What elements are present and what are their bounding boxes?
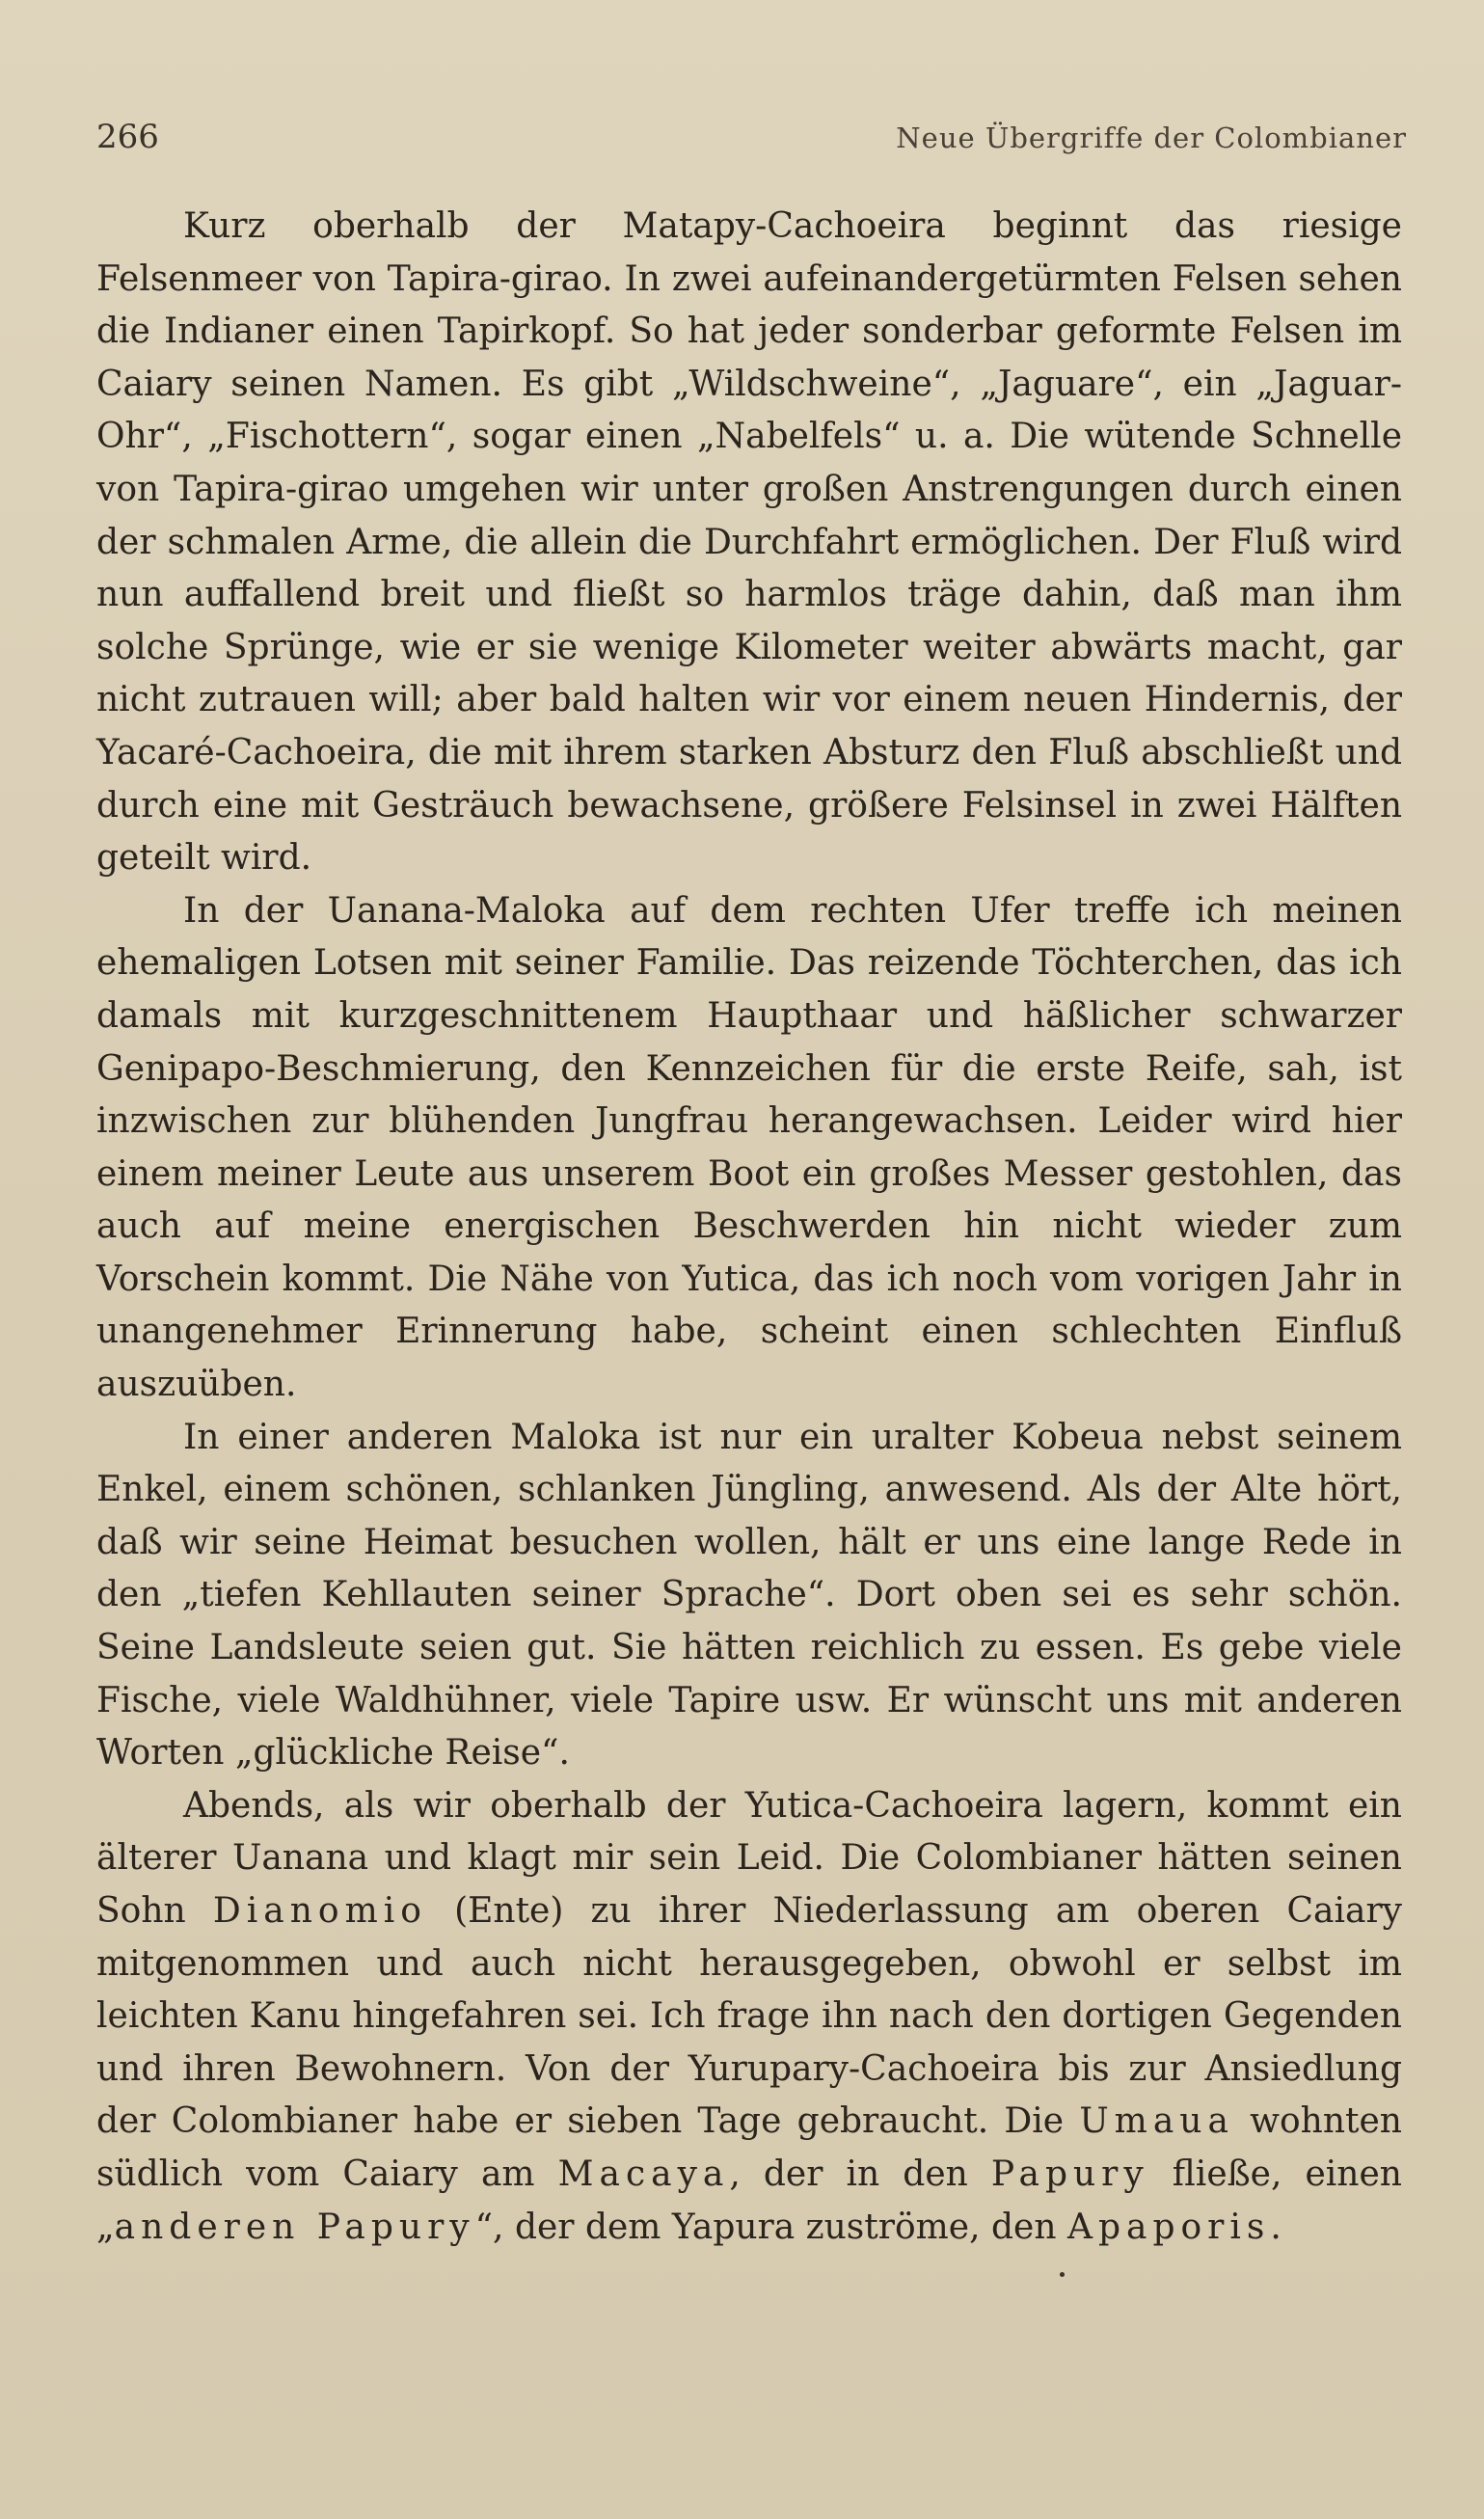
paragraph-4-text-3: wohnten südlich vom Caiary am [96,2101,1402,2194]
person-name-dianomio: Dianomio [212,1891,427,1931]
paragraph-4-text-4: , der in den [729,2153,991,2194]
paragraph-3: In einer anderen Maloka ist nur ein uralter Kobeua nebst seinem Enkel, einem schönen, schlanken Jüngling, anwesend. Als der Alte hört, daß wir seine Heimat besuchen wollen, hält er uns eine lange Rede in den „tiefen Kehllauten seiner Sprache“. Dort oben sei es sehr schön. Seine Landsleute seien gut. Sie hätten reichlich zu essen. Es gebe viele Fische, viele Waldhühner, viele Tapire usw. Er wünscht uns mit anderen Worten „glückliche Reise“. [96,1417,1402,1774]
river-name-macaya: Macaya [557,2153,730,2194]
paragraph-4-text-1: Abends, als wir oberhalb der Yutica-Cachoeira lagern, kommt ein älterer Uanana und klagt mir sein Leid. Die Colombianer hätten seinen Sohn [96,1785,1402,1931]
page-header [96,118,1407,166]
paragraph-4-text-7: . [1270,2207,1282,2247]
paragraph-4-text-6: “, der dem Yapura zuströme, den [474,2207,1067,2247]
body-text [96,201,1402,2254]
ink-speck [1060,2272,1065,2277]
river-name-apaporis: Apaporis [1066,2207,1271,2247]
river-name-papury: Papury [990,2153,1149,2194]
paragraph-4-text-5: fließe, einen „ [96,2153,1402,2247]
river-name-anderen-papury: anderen Papury [114,2207,475,2247]
tribe-name-umaua: Umaua [1079,2101,1234,2142]
paragraph-1: Kurz oberhalb der Matapy-Cachoeira beginnt das riesige Felsenmeer von Tapira-girao. In zwei aufeinandergetürmten Felsen sehen die Indianer einen Tapirkopf. So hat jeder sonderbar geformte Felsen im Caiary seinen Namen. Es gibt „Wildschweine“, „Jaguare“, ein „Jaguar-Ohr“, „Fischottern“, sogar einen „Nabelfels“ u. a. Die wütende Schnelle von Tapira-girao umgehen wir unter großen Anstrengungen durch einen der schmalen Arme, die allein die Durchfahrt ermöglichen. Der Fluß wird nun auffallend breit und fließt so harmlos träge dahin, daß man ihm solche Sprünge, wie er sie wenige Kilometer weiter abwärts macht, gar nicht zutrauen will; aber bald halten wir vor einem neuen Hindernis, der Yacaré-Cachoeira, die mit ihrem starken Absturz den Fluß abschließt und durch eine mit Gesträuch bewachsene, größere Felsinsel in zwei Hälften geteilt wird. [96,206,1402,879]
paragraph-2: In der Uanana-Maloka auf dem rechten Ufer treffe ich meinen ehemaligen Lotsen mit seiner Familie. Das reizende Töchterchen, das ich damals mit kurzgeschnittenem Haupthaar und häßlicher schwarzer Genipapo-Beschmierung, den Kennzeichen für die erste Reife, sah, ist inzwischen zur blühenden Jungfrau herangewachsen. Leider wird hier einem meiner Leute aus unserem Boot ein großes Messer gestohlen, das auch auf meine energischen Beschwerden hin nicht wieder zum Vorschein kommt. Die Nähe von Yutica, das ich noch vom vorigen Jahr in unangenehmer Erinnerung habe, scheint einen schlechten Einfluß auszuüben. [96,890,1402,1405]
paragraph-4-text-2: (Ente) zu ihrer Niederlassung am oberen Caiary mitgenommen und auch nicht herausgegeben, obwohl er selbst im leichten Kanu hingefahren sei. Ich frage ihn nach den dortigen Gegenden und ihren Bewohnern. Von der Yurupary-Cachoeira bis zur Ansiedlung der Colombianer habe er sieben Tage gebraucht. Die [96,1891,1402,2142]
paragraph-4 [96,1780,1402,2254]
page-number: 266 [96,118,159,156]
running-head: Neue Übergriffe der Colombianer [896,122,1407,154]
